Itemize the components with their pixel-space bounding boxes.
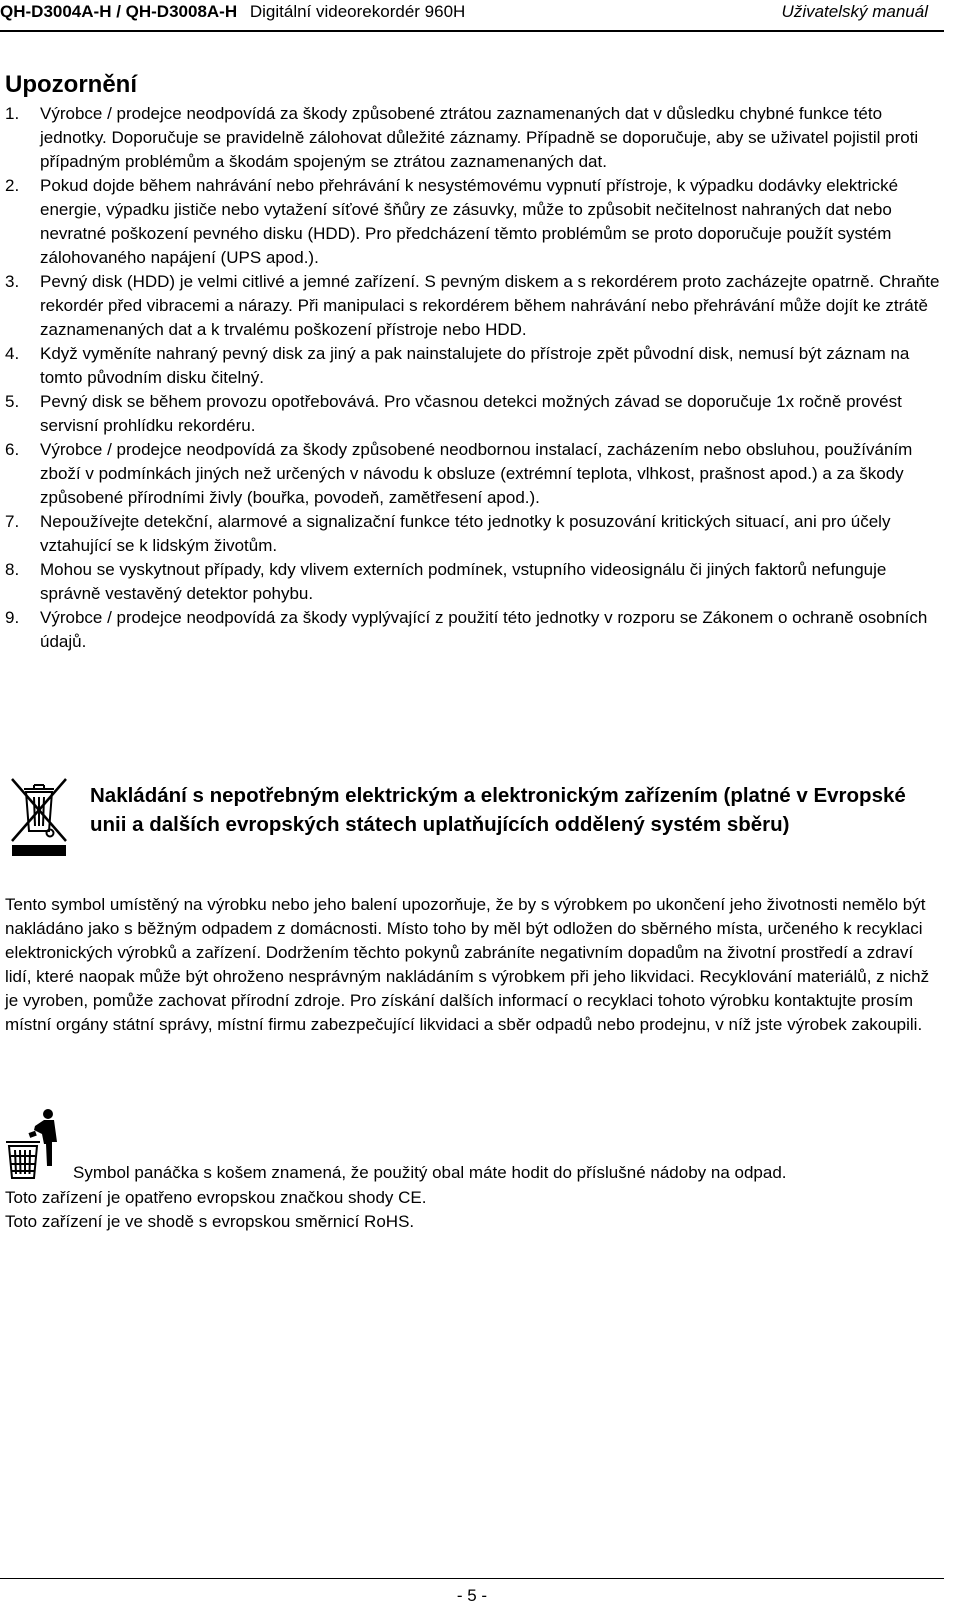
item-number: 8. (5, 560, 20, 579)
item-number: 4. (5, 344, 20, 363)
item-number: 7. (5, 512, 20, 531)
weee-paragraph: Tento symbol umístěný na výrobku nebo jeho balení upozorňuje, že by s výrobkem po ukončení jeho životnosti nemělo být nakládáno jako s běžným odpadem z domácnosti. Místo toho by měl být odložen do sběrného místa, určeného k recyklaci elektronických výrobků a zařízení. Dodržením těchto pokynů zabráníte negativním dopadům na životní prostředí a zdraví lidí, které naopak může být ohroženo nesprávným nakládáním s výrobkem při jeho likvidaci. Recyklování materiálů, z nichž je vyroben, pomůže zachovat přírodní zdroje. Pro získání dalších informací o recyklaci tohoto výrobku kontaktujte prosím místní orgány státní správy, místní firmu zabezpečující likvidaci a sběr odpadů nebo prodejnu, v níž jste výrobek zakoupili. (5, 895, 930, 1034)
item-number: 2. (5, 176, 20, 195)
item-text: Pokud dojde během nahrávání nebo přehrávání k nesystémovému vypnutí přístroje, k výpadku dodávky elektrické energie, výpadku jističe nebo vytažení síťové šňůry ze zásuvky, může to způsobit nečitelnost nahraných dat nebo nevratné poškození pevného disku (HDD). Pro předcházení těmto problémům se proto doporučuje použít systém zálohovaného napájení (UPS apod.). (40, 176, 899, 267)
item-text: Když vyměníte nahraný pevný disk za jiný a pak nainstalujete do přístroje zpět původní disk, nemusí být záznam na tomto původním disku čitelný. (40, 344, 910, 387)
rohs-text: Toto zařízení je ve shodě s evropskou směrnicí RoHS. (5, 1212, 415, 1231)
crossed-out-wheelie-bin-icon (8, 775, 70, 857)
item-text: Výrobce / prodejce neodpovídá za škody způsobené neodbornou instalací, zacházením nebo obsluhou, používáním zboží v podmínkách jiných než určených v návodu k obsluze (extrémní teplota, vlhkost, prašnost apod.) a za škody způsobené přírodními živly (bouřka, povodeň, zamětřesení apod.). (40, 440, 913, 507)
warning-item-1 (5, 102, 940, 174)
ce-text: Toto zařízení je opatřeno evropskou značkou shody CE. (5, 1188, 427, 1207)
header-product: Digitální videorekordér 960H (249, 2, 466, 21)
warning-item-3 (5, 270, 940, 342)
item-number: 5. (5, 392, 20, 411)
warning-item-5 (5, 390, 940, 438)
warning-item-4 (5, 342, 940, 390)
item-text: Mohou se vyskytnout případy, kdy vlivem externích podmínek, vstupního videosignálu či jiných faktorů nefunguje správně vestavěný detektor pohybu. (40, 560, 887, 603)
warning-item-6 (5, 438, 940, 510)
item-text: Pevný disk (HDD) je velmi citlivé a jemné zařízení. S pevným diskem a s rekordérem proto zacházejte opatrně. Chraňte rekordér před vibracemi a nárazy. Při manipulaci s rekordérem během nahrávání nebo přehrávání může dojít ke ztrátě zaznamenaných dat a k trvalému poškození přístroje nebo HDD. (40, 272, 940, 339)
item-number: 1. (5, 104, 20, 123)
warning-title: Upozornění (5, 71, 137, 98)
header-manual: Uživatelský manuál (781, 2, 928, 21)
page-header (0, 0, 944, 32)
item-number: 6. (5, 440, 20, 459)
header-model: QH-D3004A-H / QH-D3008A-H (0, 2, 238, 21)
item-text: Výrobce / prodejce neodpovídá za škody způsobené ztrátou zaznamenaných dat v důsledku chybné funkce této jednotky. Doporučuje se pravidelně zálohovat důležité záznamy. Případně se doporučuje, aby se uživatel pojistil proti případným problémům a škodám spojeným se ztrátou zaznamenaných dat. (40, 104, 919, 171)
warning-item-8 (5, 558, 940, 606)
item-text: Pevný disk se během provozu opotřebovává. Pro včasnou detekci možných závad se doporučuje 1x ročně provést servisní prohlídku rekordéru. (40, 392, 902, 435)
warning-item-7 (5, 510, 940, 558)
weee-heading: Nakládání s nepotřebným elektrickým a elektronickým zařízením (platné v Evropské unii a dalších evropských státech uplatňujících oddělený systém sběru) (90, 784, 906, 836)
tidyman-text: Symbol panáčka s košem znamená, že použitý obal máte hodit do příslušné nádoby na odpad. (73, 1163, 787, 1182)
tidy-man-bin-icon (4, 1108, 66, 1180)
item-number: 9. (5, 608, 20, 627)
warning-item-2 (5, 174, 940, 270)
item-number: 3. (5, 272, 20, 291)
footer-divider (0, 1578, 944, 1579)
warning-item-9 (5, 606, 940, 654)
warning-list (5, 102, 940, 654)
page-number: - 5 - (456, 1586, 488, 1605)
item-text: Výrobce / prodejce neodpovídá za škody vyplývající z použití této jednotky v rozporu se Zákonem o ochraně osobních údajů. (40, 608, 928, 651)
item-text: Nepoužívejte detekční, alarmové a signalizační funkce této jednotky k posuzování kritických situací, ani pro účely vztahující se k lidským životům. (40, 512, 891, 555)
